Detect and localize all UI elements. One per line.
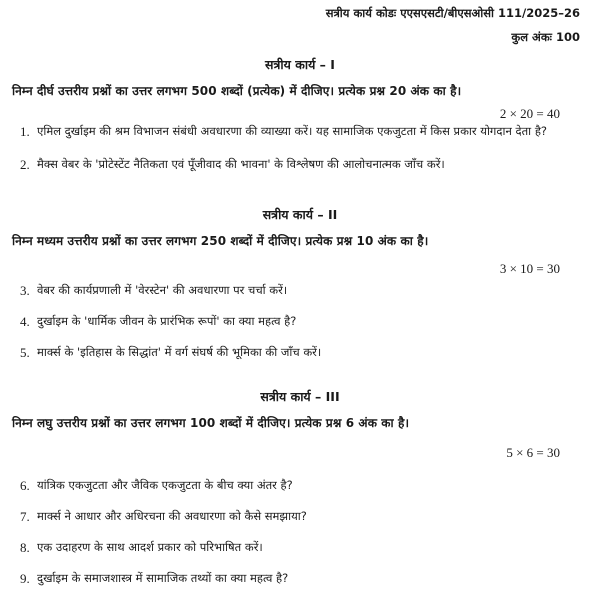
section-marks-3: 5 × 6 = 30 [506, 445, 560, 460]
question-4 [20, 314, 577, 330]
question-text: दुर्खाइम के समाजशास्त्र में सामाजिक तथ्यों का क्या महत्व है? [37, 571, 289, 585]
total-marks: कुल अंकः 100 [511, 30, 580, 44]
question-number: 4. [20, 314, 30, 329]
question-text: मैक्स वेबर के 'प्रोटेस्टेंट नैतिकता एवं पूँजीवाद की भावना' के विश्लेषण की आलोचनात्मक जाँच करें। [37, 157, 445, 171]
question-6 [20, 478, 577, 494]
question-9 [20, 571, 577, 587]
question-text: दुर्खाइम के 'धार्मिक जीवन के प्रारंभिक रूपों' का क्या महत्व है? [37, 314, 297, 328]
question-5 [20, 345, 577, 361]
question-number: 3. [20, 283, 30, 298]
section-title-3: सत्रीय कार्य – III [260, 389, 340, 404]
question-text: मार्क्स ने आधार और अधिरचना की अवधारणा को कैसे समझाया? [37, 509, 307, 523]
question-2 [20, 157, 577, 173]
section-marks-1: 2 × 20 = 40 [499, 106, 560, 121]
section-title-1: सत्रीय कार्य – I [265, 57, 335, 72]
question-number: 1. [20, 124, 30, 139]
section-marks-2: 3 × 10 = 30 [499, 261, 560, 276]
section-title-2: सत्रीय कार्य – II [262, 207, 338, 222]
question-7 [20, 509, 577, 525]
question-number: 8. [20, 540, 30, 555]
assignment-code: सत्रीय कार्य कोडः एएसएसटी/बीएसओसी 111/2025–26 [325, 6, 580, 20]
question-number: 9. [20, 571, 30, 586]
section-instruction-3: निम्न लघु उत्तरीय प्रश्नों का उत्तर लगभग 100 शब्दों में दीजिए। प्रत्येक प्रश्न 6 अंक का है। [12, 416, 410, 430]
question-text: वेबर की कार्यप्रणाली में 'वेरस्टेन' की अवधारणा पर चर्चा करें। [37, 283, 288, 297]
question-3 [20, 283, 577, 299]
section-instruction-1: निम्न दीर्घ उत्तरीय प्रश्नों का उत्तर लगभग 500 शब्दों (प्रत्येक) में दीजिए। प्रत्येक प्रश्न 20 अंक का है। [12, 84, 462, 98]
section-instruction-2: निम्न मध्यम उत्तरीय प्रश्नों का उत्तर लगभग 250 शब्दों में दीजिए। प्रत्येक प्रश्न 10 अंक का है। [12, 234, 429, 248]
question-text: एमिल दुर्खाइम की श्रम विभाजन संबंधी अवधारणा की व्याख्या करें। यह सामाजिक एकजुटता में किस प्रकार योगदान देता है? [37, 124, 548, 138]
question-number: 7. [20, 509, 30, 524]
question-text: यांत्रिक एकजुटता और जैविक एकजुटता के बीच क्या अंतर है? [37, 478, 293, 492]
question-number: 2. [20, 157, 30, 172]
question-number: 6. [20, 478, 30, 493]
question-8 [20, 540, 577, 556]
question-text: एक उदाहरण के साथ आदर्श प्रकार को परिभाषित करें। [37, 540, 263, 554]
question-text: मार्क्स के 'इतिहास के सिद्धांत' में वर्ग संघर्ष की भूमिका की जाँच करें। [37, 345, 322, 359]
question-1 [20, 124, 577, 140]
question-number: 5. [20, 345, 30, 360]
